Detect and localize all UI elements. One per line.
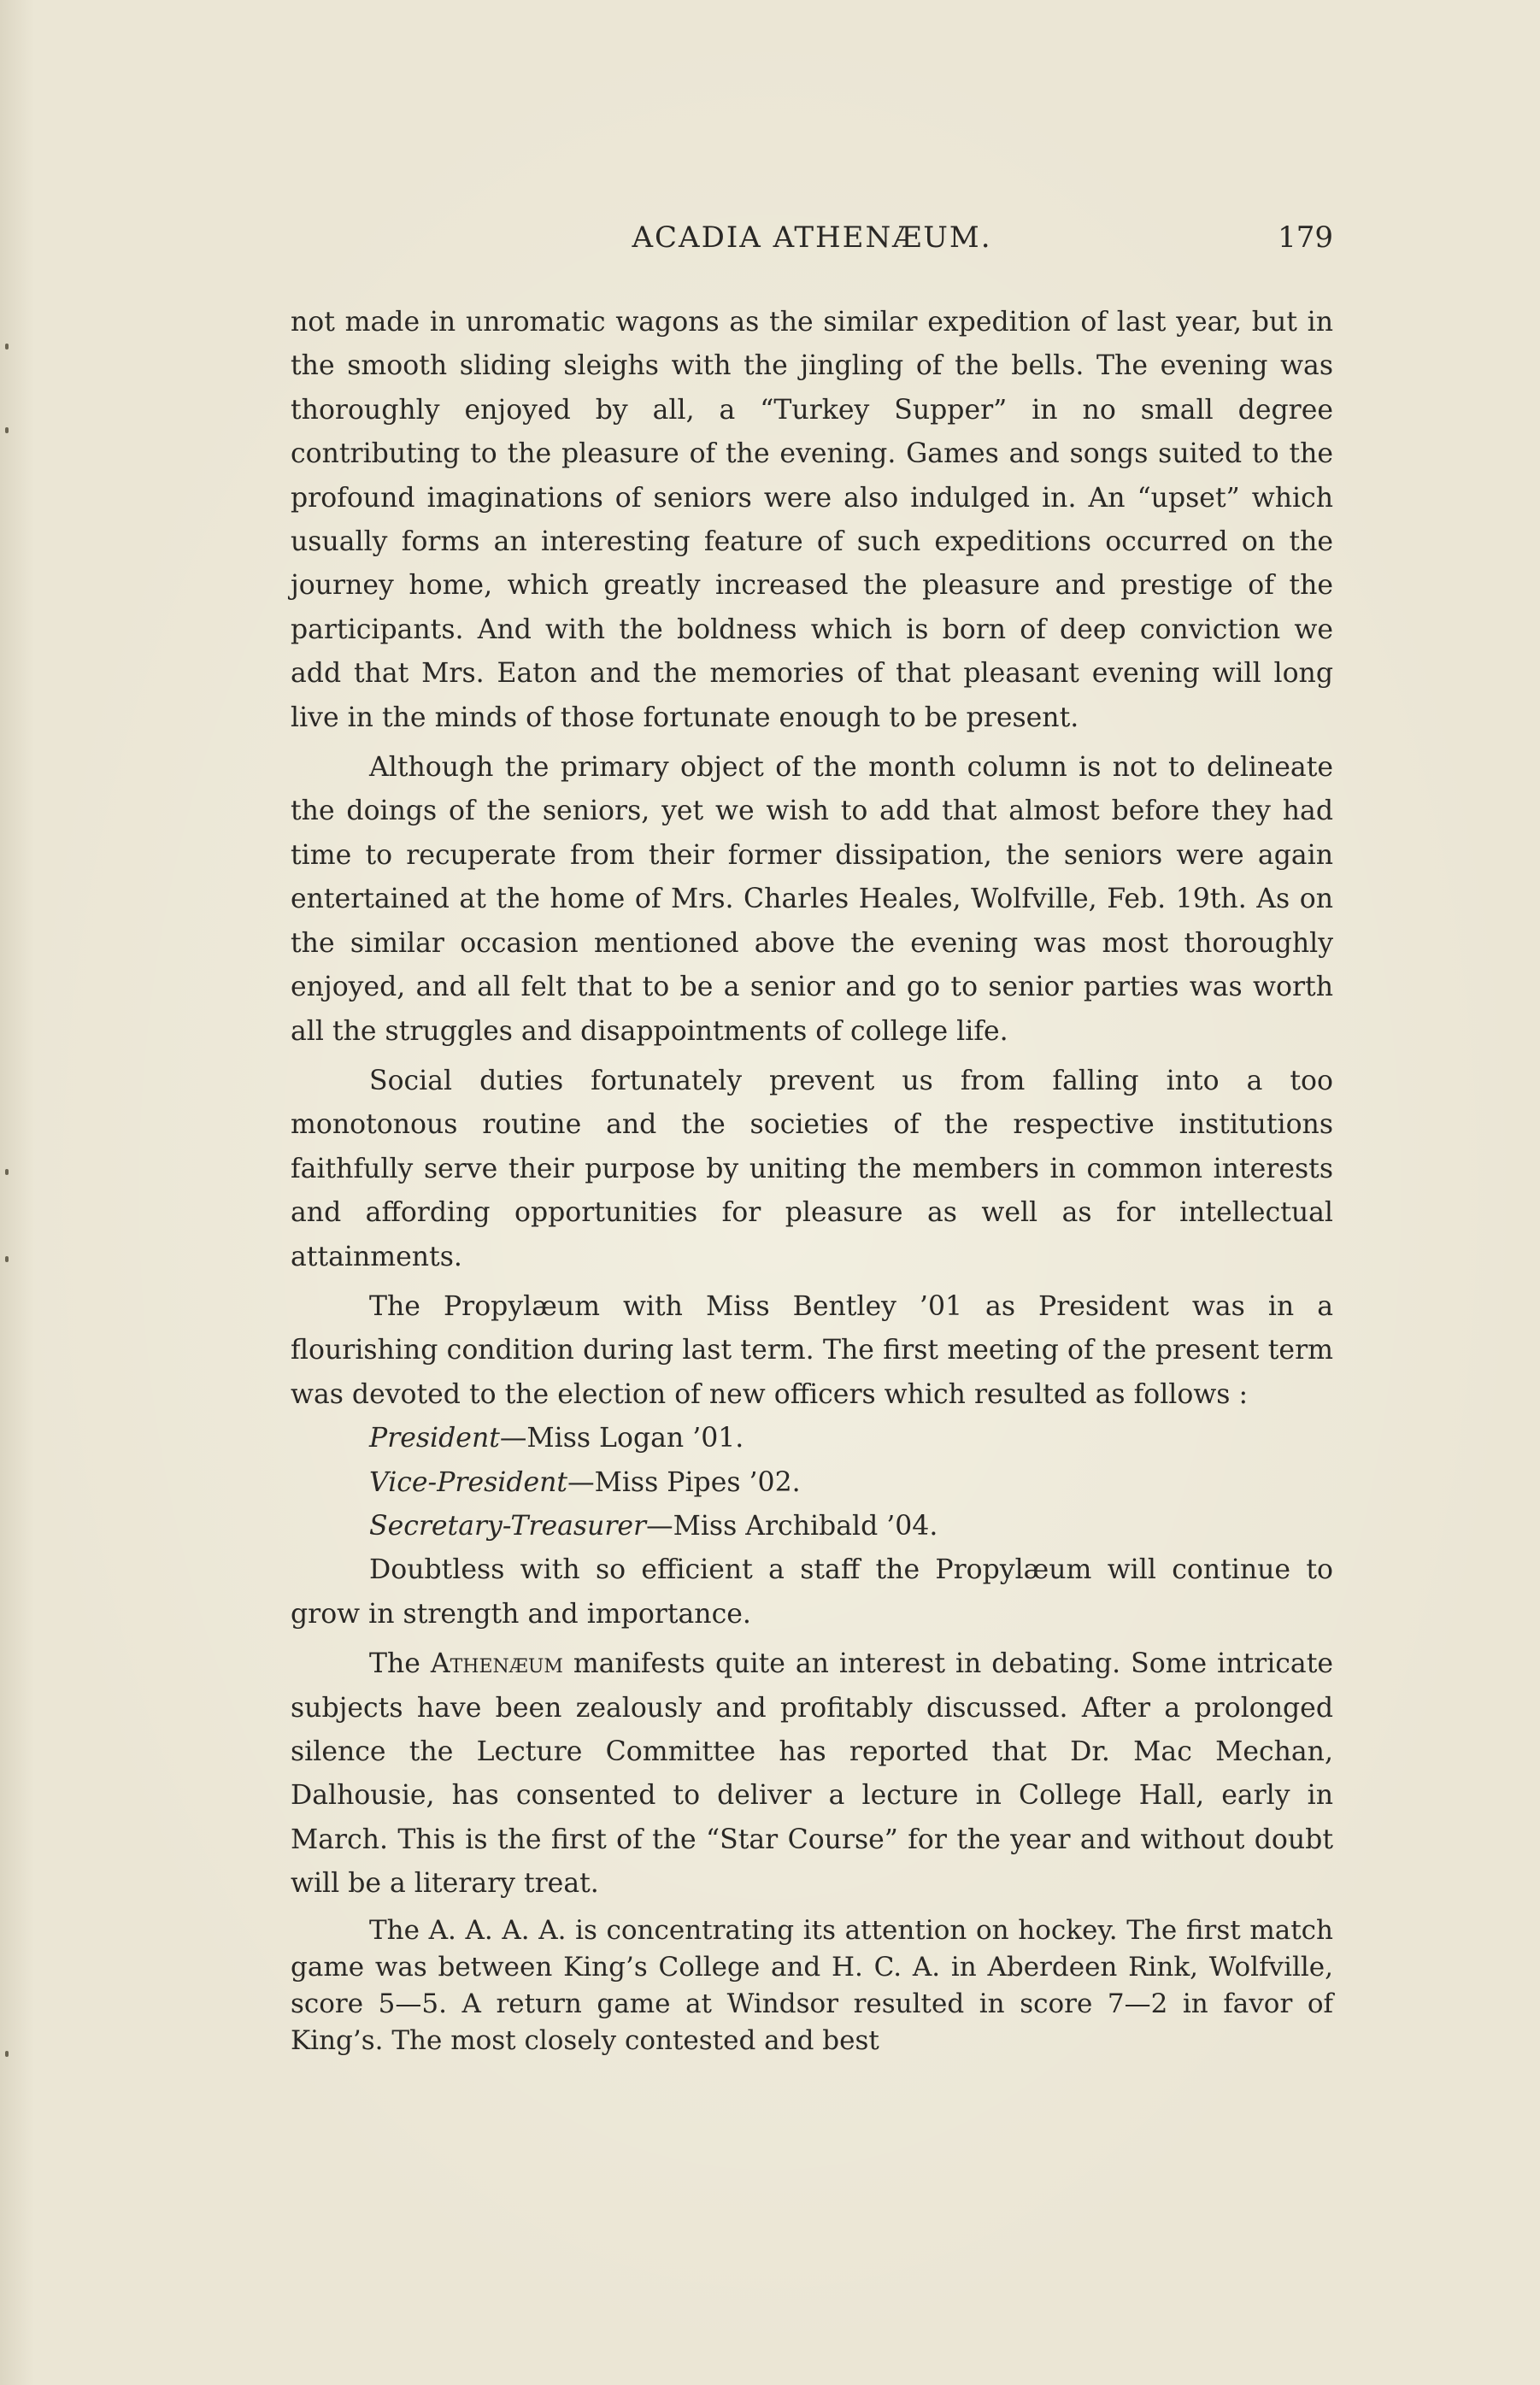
article-body: [291, 301, 1333, 2059]
paragraph-social-duties: Social duties fortunately prevent us from falling into a too monotonous routine and the societies of the respective institutions faithfully serve their purpose by uniting the members in common interests and affording opportunities for pleasure as well as for intellectual attainments.: [291, 1065, 1333, 1272]
paragraph-propylaeum-staff: Doubtless with so efficient a staff the Propylæum will continue to grow in strength and importance.: [291, 1554, 1333, 1630]
athenaeum-name: Athenæum: [430, 1648, 563, 1680]
margin-speck: [5, 344, 9, 350]
athenaeum-rest: manifests quite an interest in debating. Some intricate subjects have been zealously and profitably discussed. After a prolonged silence the Lecture Committee has reported that Dr. Mac Mechan, Dalhousie, has consented to deliver a lecture in College Hall, early in March. This is the first of the “Star Course” for the year and without doubt will be a literary treat.: [291, 1648, 1333, 1900]
officer-role: Secretary-Treasurer: [369, 1510, 647, 1542]
officer-entry: [291, 1461, 1333, 1505]
margin-speck: [5, 1169, 9, 1175]
officers-list: [291, 1417, 1333, 1548]
running-head: [291, 220, 1333, 263]
paragraph-seniors-party: Although the primary object of the month column is not to delineate the doings of the seniors, yet we wish to add that almost before they had time to recuperate from their former dissipation, the seniors were again entertained at the home of Mrs. Charles Heales, Wolfville, Feb. 19th. As on the similar occasion mentioned above the evening was most thoroughly enjoyed, and all felt that to be a senior and go to senior parties was worth all the struggles and disappointments of college life.: [291, 752, 1333, 1047]
margin-speck: [5, 1256, 9, 1262]
paragraph-athenaeum: [291, 1642, 1333, 1906]
paragraph-propylaeum: The Propylæum with Miss Bentley ’01 as President was in a flourishing condition during last term. The first meeting of the present term was devoted to the election of new officers which resulted as follows :: [291, 1290, 1333, 1410]
officer-name: —Miss Pipes ’02.: [567, 1466, 801, 1498]
officer-name: —Miss Logan ’01.: [499, 1423, 744, 1454]
officer-role: Vice-President: [369, 1466, 568, 1498]
officer-name: —Miss Archibald ’04.: [646, 1510, 938, 1542]
paragraph-continued: not made in unromatic wagons as the similar expedition of last year, but in the smooth sliding sleighs with the jingling of the bells. The evening was thoroughly enjoyed by all, a “Turkey Supper” in no small degree contributing to the pleasure of the evening. Games and songs suited to the profound imaginations of seniors were also indulged in. An “upset” which usually forms an interesting feature of such expeditions occurred on the journey home, which greatly increased the pleasure and prestige of the participants. And with the boldness which is born of deep conviction we add that Mrs. Eaton and the memories of that pleasant evening will long live in the minds of those fortunate enough to be present.: [291, 307, 1333, 733]
athenaeum-lead: The: [369, 1648, 431, 1680]
officer-role: President: [369, 1423, 500, 1454]
officer-entry: [291, 1417, 1333, 1460]
officer-entry: [291, 1505, 1333, 1548]
margin-speck: [5, 2051, 9, 2057]
paragraph-hockey: The A. A. A. A. is concentrating its attention on hockey. The first match game was between King’s College and H. C. A. in Aberdeen Rink, Wolfville, score 5—5. A return game at Windsor resulted in score 7—2 in favor of King’s. The most closely contested and best: [291, 1914, 1333, 2056]
page-number: 179: [1278, 220, 1333, 255]
running-title: ACADIA ATHENÆUM.: [632, 220, 992, 255]
margin-speck: [5, 427, 9, 433]
